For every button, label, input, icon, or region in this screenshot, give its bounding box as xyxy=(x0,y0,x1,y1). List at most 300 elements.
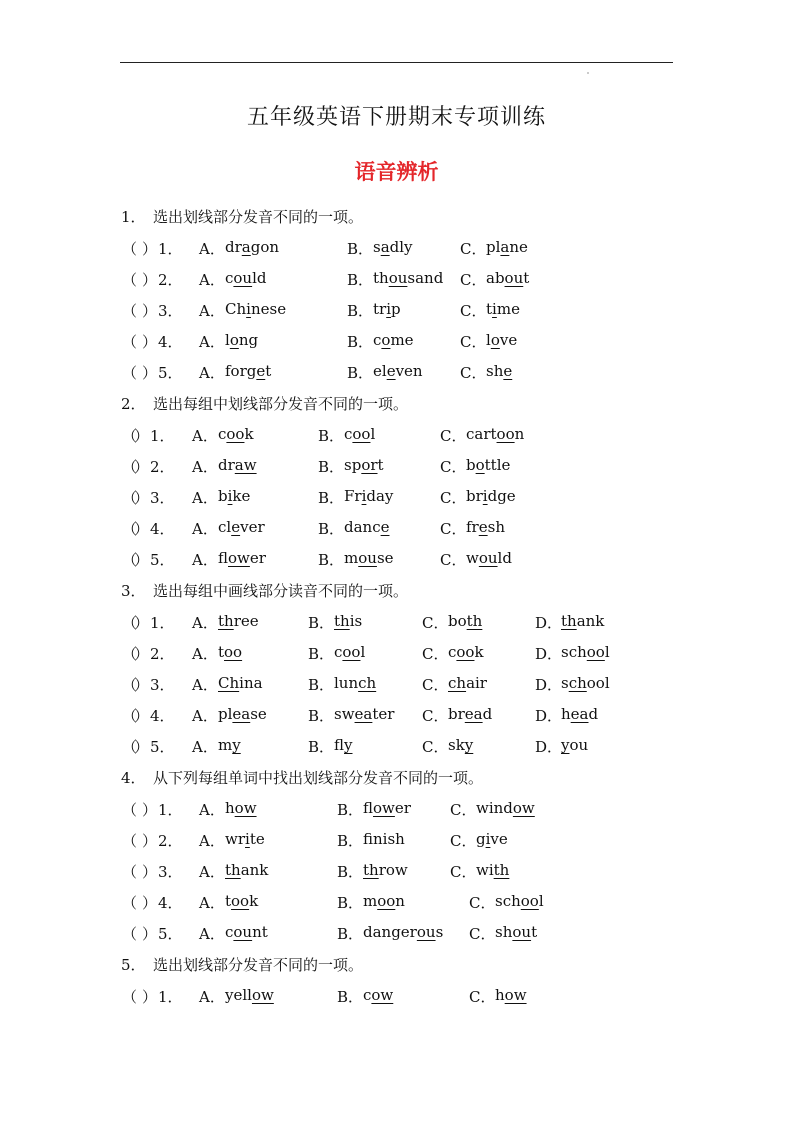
option-letter: B． xyxy=(337,894,364,912)
word-part: n xyxy=(514,425,525,443)
word-part: ve xyxy=(499,331,518,349)
underlined-letters: ow xyxy=(512,799,535,817)
option-letter: A． xyxy=(192,676,218,694)
word-part: Ch xyxy=(225,300,247,318)
option-letter: D． xyxy=(535,707,563,725)
option-letter: A． xyxy=(199,894,225,912)
option-letter: C． xyxy=(469,925,496,943)
word-part: t xyxy=(486,300,493,318)
answer-blank-open[interactable]: （ xyxy=(122,551,138,569)
word-part: ank xyxy=(240,861,269,879)
answer-blank-open[interactable]: （ xyxy=(122,863,138,881)
word-part: fl xyxy=(334,736,345,754)
option-word xyxy=(466,518,505,536)
option-letter: B． xyxy=(347,240,374,258)
option-word xyxy=(218,549,266,567)
underlined-letters: a xyxy=(500,238,510,256)
underlined-letters: o xyxy=(229,331,239,349)
word-part: b xyxy=(218,487,228,505)
option-word xyxy=(218,612,259,630)
option-word xyxy=(334,736,353,754)
answer-blank-open[interactable]: （ xyxy=(122,520,138,538)
option-word xyxy=(448,612,482,630)
answer-blank-close: ） xyxy=(134,458,150,476)
answer-blank-close: ） xyxy=(134,738,150,756)
word-part: s xyxy=(373,238,381,256)
option-letter: C． xyxy=(422,738,449,756)
word-part: day xyxy=(366,487,394,505)
option-letter: A． xyxy=(192,551,218,569)
word-part: l xyxy=(604,643,610,661)
answer-blank-open[interactable]: （ xyxy=(122,489,138,507)
option-word xyxy=(225,892,258,910)
word-part: c xyxy=(218,425,227,443)
item-number: 2． xyxy=(158,271,183,289)
answer-blank-open[interactable]: （ xyxy=(122,988,138,1006)
underlined-letters: ou xyxy=(478,549,498,567)
option-word xyxy=(225,830,265,848)
underlined-letters: ou xyxy=(233,923,253,941)
word-part: ke xyxy=(232,487,251,505)
underlined-letters: y xyxy=(344,736,353,754)
option-word xyxy=(476,799,535,817)
answer-blank-open[interactable]: （ xyxy=(122,240,138,258)
word-part: wind xyxy=(476,799,513,817)
option-letter: C． xyxy=(422,645,449,663)
underlined-letters: ou xyxy=(416,923,436,941)
underlined-letters: oo xyxy=(231,892,250,910)
word-part: l xyxy=(538,892,544,910)
underlined-letters: th xyxy=(225,861,241,879)
option-word xyxy=(561,612,604,630)
word-part: t xyxy=(225,892,232,910)
word-part: s xyxy=(561,674,569,692)
option-word xyxy=(218,643,242,661)
option-letter: B． xyxy=(308,614,335,632)
answer-blank-open[interactable]: （ xyxy=(122,925,138,943)
option-word xyxy=(466,456,510,474)
option-letter: C． xyxy=(440,489,467,507)
option-word xyxy=(466,487,516,505)
word-part: te xyxy=(249,830,265,848)
option-word xyxy=(363,830,405,848)
option-letter: B． xyxy=(337,988,364,1006)
word-part: sh xyxy=(487,518,505,536)
word-part: c xyxy=(225,923,234,941)
underlined-letters: oo xyxy=(226,425,245,443)
word-part: f xyxy=(363,830,374,848)
underlined-letters: ea xyxy=(232,705,251,723)
item-number: 2． xyxy=(150,458,175,476)
underlined-letters: oo xyxy=(586,643,605,661)
underlined-letters: ou xyxy=(388,269,408,287)
answer-blank-open[interactable]: （ xyxy=(122,738,138,756)
option-word xyxy=(218,705,267,723)
word-part: l xyxy=(486,331,491,349)
underlined-letters: oo xyxy=(520,892,539,910)
word-part: fr xyxy=(466,518,479,536)
option-letter: C． xyxy=(460,271,487,289)
word-part: Fr xyxy=(344,487,362,505)
item-number: 1． xyxy=(150,427,175,445)
word-part: row xyxy=(378,861,408,879)
item-number: 4． xyxy=(150,707,175,725)
option-letter: C． xyxy=(422,676,449,694)
word-part: fl xyxy=(218,549,229,567)
answer-blank-close: ） xyxy=(142,271,158,289)
option-word xyxy=(373,269,443,287)
answer-blank-close: ） xyxy=(134,614,150,632)
answer-blank-close: ） xyxy=(142,801,158,819)
item-number: 3． xyxy=(158,863,183,881)
underlined-letters: y xyxy=(232,736,241,754)
question-heading xyxy=(121,580,408,601)
option-letter: A． xyxy=(192,707,218,725)
underlined-letters: i xyxy=(246,300,251,318)
option-word xyxy=(218,487,250,505)
underlined-letters: ou xyxy=(504,269,524,287)
word-part: sand xyxy=(407,269,444,287)
option-letter: A． xyxy=(199,832,225,850)
word-part: me xyxy=(496,300,520,318)
underlined-letters: y xyxy=(464,736,474,754)
option-letter: C． xyxy=(469,894,496,912)
option-word xyxy=(495,923,537,941)
word-part: danger xyxy=(363,923,417,941)
option-letter: B． xyxy=(347,302,374,320)
question-number: 5． xyxy=(121,956,146,974)
option-letter: C． xyxy=(460,302,487,320)
question-number: 1． xyxy=(121,208,146,226)
underlined-letters: i xyxy=(386,300,392,318)
option-letter: C． xyxy=(440,551,467,569)
option-letter: C． xyxy=(422,614,449,632)
underlined-letters: ow xyxy=(373,799,395,817)
option-word xyxy=(218,518,265,536)
word-part: t xyxy=(523,269,530,287)
item-number: 1． xyxy=(150,614,175,632)
item-number: 5． xyxy=(158,364,183,382)
answer-blank-close: ） xyxy=(142,863,158,881)
underlined-letters: e xyxy=(386,362,396,380)
word-part: ld xyxy=(252,269,267,287)
word-part: danc xyxy=(344,518,381,536)
header-dot xyxy=(587,72,589,74)
option-word xyxy=(363,986,393,1004)
option-word xyxy=(448,643,484,661)
underlined-letters: ea xyxy=(570,705,589,723)
word-part: c xyxy=(448,643,457,661)
word-part: s xyxy=(435,923,444,941)
option-letter: B． xyxy=(337,832,364,850)
word-part: c xyxy=(363,986,372,1004)
option-word xyxy=(218,736,241,754)
option-letter: C． xyxy=(460,333,487,351)
answer-blank-open[interactable]: （ xyxy=(122,364,138,382)
word-part: air xyxy=(466,674,487,692)
option-word xyxy=(225,300,286,318)
underlined-letters: ch xyxy=(358,674,377,692)
option-word xyxy=(225,986,274,1004)
question-instruction: 选出每组中划线部分发音不同的一项。 xyxy=(153,395,409,413)
option-word xyxy=(218,456,257,474)
word-part: se xyxy=(250,705,267,723)
question-instruction: 选出划线部分发音不同的一项。 xyxy=(153,208,364,226)
item-number: 5． xyxy=(150,551,175,569)
option-letter: A． xyxy=(192,738,218,756)
word-part: ne xyxy=(509,238,528,256)
underlined-letters: ea xyxy=(354,705,373,723)
item-number: 3． xyxy=(150,676,175,694)
underlined-letters: ow xyxy=(234,799,257,817)
option-word xyxy=(334,674,376,692)
word-part: bo xyxy=(448,612,467,630)
word-part: nt xyxy=(252,923,268,941)
word-part: ng xyxy=(238,331,259,349)
word-part: sch xyxy=(495,892,521,910)
option-word xyxy=(486,269,529,287)
word-part: cl xyxy=(218,518,232,536)
answer-blank-open[interactable]: （ xyxy=(122,894,138,912)
underlined-letters: ow xyxy=(228,549,250,567)
option-letter: B． xyxy=(308,738,335,756)
word-part: dr xyxy=(218,456,235,474)
word-part: m xyxy=(344,549,359,567)
underlined-letters: th xyxy=(561,612,577,630)
underlined-letters: th xyxy=(466,612,483,630)
option-letter: B． xyxy=(318,551,345,569)
option-letter: C． xyxy=(440,427,467,445)
question-number: 2． xyxy=(121,395,146,413)
word-part: gon xyxy=(250,238,280,256)
option-word xyxy=(334,643,365,661)
word-part: m xyxy=(218,736,233,754)
word-part: ool xyxy=(586,674,610,692)
word-part: ab xyxy=(486,269,505,287)
option-word xyxy=(225,269,267,287)
underlined-letters: ch xyxy=(568,674,587,692)
option-letter: A． xyxy=(192,645,218,663)
word-part: c xyxy=(334,643,343,661)
underlined-letters: e xyxy=(231,518,241,536)
word-part: h xyxy=(495,986,505,1004)
option-word xyxy=(561,643,610,661)
option-letter: B． xyxy=(308,676,335,694)
word-part: nese xyxy=(250,300,287,318)
underlined-letters: i xyxy=(485,830,491,848)
option-letter: A． xyxy=(199,240,225,258)
option-word xyxy=(476,830,508,848)
option-letter: B． xyxy=(337,925,364,943)
underlined-letters: th xyxy=(218,612,234,630)
answer-blank-close: ） xyxy=(142,925,158,943)
option-word xyxy=(495,986,527,1004)
word-part: n xyxy=(395,892,405,910)
option-letter: C． xyxy=(460,240,487,258)
option-word xyxy=(344,518,390,536)
word-part: d xyxy=(588,705,599,723)
answer-blank-open[interactable]: （ xyxy=(122,302,138,320)
underlined-letters: ow xyxy=(371,986,394,1004)
word-part: t xyxy=(531,923,538,941)
underlined-letters: y xyxy=(561,736,570,754)
option-word xyxy=(363,923,443,941)
word-part: er xyxy=(249,549,266,567)
word-part: l xyxy=(370,425,376,443)
word-part: ver xyxy=(240,518,265,536)
word-part: wi xyxy=(476,861,494,879)
word-part: sp xyxy=(344,456,362,474)
answer-blank-close: ） xyxy=(134,645,150,663)
item-number: 4． xyxy=(158,333,183,351)
option-word xyxy=(448,736,473,754)
option-word xyxy=(363,892,405,910)
underlined-letters: th xyxy=(363,861,379,879)
word-part: wr xyxy=(225,830,246,848)
word-part: p xyxy=(391,300,401,318)
word-part: sk xyxy=(448,736,465,754)
word-part: k xyxy=(474,643,484,661)
word-part: nish xyxy=(373,830,405,848)
answer-blank-open[interactable]: （ xyxy=(122,645,138,663)
answer-blank-open[interactable]: （ xyxy=(122,333,138,351)
option-letter: C． xyxy=(450,832,477,850)
word-part: m xyxy=(363,892,378,910)
answer-blank-open[interactable]: （ xyxy=(122,707,138,725)
option-letter: A． xyxy=(199,302,225,320)
word-part: th xyxy=(373,269,389,287)
underlined-letters: e xyxy=(380,518,390,536)
word-part: l xyxy=(360,643,366,661)
option-word xyxy=(466,549,512,567)
option-word xyxy=(486,362,512,380)
word-part: k xyxy=(249,892,259,910)
underlined-letters: ch xyxy=(448,674,467,692)
answer-blank-close: ） xyxy=(134,427,150,445)
page-subtitle: 语音辨析 xyxy=(354,160,439,184)
underlined-letters: or xyxy=(361,456,378,474)
word-part: ld xyxy=(497,549,512,567)
answer-blank-open[interactable]: （ xyxy=(122,427,138,445)
word-part: ou xyxy=(569,736,589,754)
word-part: ttle xyxy=(484,456,511,474)
option-word xyxy=(561,674,610,692)
question-number: 3． xyxy=(121,582,146,600)
option-letter: B． xyxy=(347,271,374,289)
option-letter: A． xyxy=(192,458,218,476)
option-letter: B． xyxy=(337,801,364,819)
underlined-letters: oo xyxy=(496,425,515,443)
word-part: sch xyxy=(561,643,587,661)
option-word xyxy=(334,612,362,630)
option-word xyxy=(448,674,487,692)
underlined-letters: o xyxy=(475,456,485,474)
answer-blank-close: ） xyxy=(134,551,150,569)
option-word xyxy=(373,331,414,349)
option-letter: C． xyxy=(460,364,487,382)
option-word xyxy=(486,238,528,256)
underlined-letters: oo xyxy=(224,643,243,661)
underlined-letters: o xyxy=(490,331,500,349)
answer-blank-open[interactable]: （ xyxy=(122,676,138,694)
option-word xyxy=(344,487,393,505)
answer-blank-open[interactable]: （ xyxy=(122,458,138,476)
word-part: dge xyxy=(487,487,516,505)
question-heading xyxy=(121,206,363,227)
underlined-letters: oo xyxy=(342,643,361,661)
underlined-letters: ow xyxy=(504,986,527,1004)
page-title: 五年级英语下册期末专项训练 xyxy=(246,105,546,130)
option-letter: D． xyxy=(535,645,563,663)
option-letter: A． xyxy=(192,427,218,445)
option-word xyxy=(495,892,544,910)
question-number: 4． xyxy=(121,769,146,787)
underlined-letters: ou xyxy=(512,923,532,941)
underlined-letters: e xyxy=(478,518,488,536)
word-part: fl xyxy=(363,799,374,817)
option-word xyxy=(363,861,408,879)
question-heading xyxy=(121,393,408,414)
answer-blank-open[interactable]: （ xyxy=(122,614,138,632)
question-heading xyxy=(121,767,483,788)
item-number: 2． xyxy=(158,832,183,850)
option-word xyxy=(448,705,492,723)
answer-blank-close: ） xyxy=(142,988,158,1006)
item-number: 2． xyxy=(150,645,175,663)
option-word xyxy=(344,549,394,567)
question-instruction: 选出每组中画线部分读音不同的一项。 xyxy=(153,582,409,600)
option-letter: A． xyxy=(199,988,225,1006)
answer-blank-close: ） xyxy=(134,676,150,694)
word-part: h xyxy=(225,799,235,817)
word-part: sh xyxy=(495,923,513,941)
answer-blank-open[interactable]: （ xyxy=(122,832,138,850)
option-letter: A． xyxy=(199,333,225,351)
option-word xyxy=(373,362,423,380)
word-part: k xyxy=(244,425,254,443)
word-part: dly xyxy=(389,238,413,256)
option-letter: A． xyxy=(199,863,225,881)
answer-blank-open[interactable]: （ xyxy=(122,801,138,819)
item-number: 1． xyxy=(158,240,183,258)
option-letter: C． xyxy=(450,801,477,819)
word-part: ve xyxy=(490,830,508,848)
underlined-letters: Ch xyxy=(218,674,240,692)
option-letter: D． xyxy=(535,676,563,694)
option-letter: D． xyxy=(535,614,563,632)
item-number: 5． xyxy=(158,925,183,943)
answer-blank-open[interactable]: （ xyxy=(122,271,138,289)
word-part: t xyxy=(218,643,225,661)
word-part: sh xyxy=(486,362,504,380)
word-part: c xyxy=(225,269,234,287)
option-letter: B． xyxy=(337,863,364,881)
question-instruction: 从下列每组单词中找出划线部分发音不同的一项。 xyxy=(153,769,484,787)
option-letter: C． xyxy=(469,988,496,1006)
word-part: d xyxy=(482,705,493,723)
option-word xyxy=(373,238,413,256)
underlined-letters: oo xyxy=(377,892,396,910)
underlined-letters: aw xyxy=(234,456,257,474)
answer-blank-close: ） xyxy=(142,240,158,258)
word-part: er xyxy=(394,799,411,817)
item-number: 4． xyxy=(158,894,183,912)
option-letter: B． xyxy=(308,645,335,663)
option-letter: B． xyxy=(318,427,345,445)
underlined-letters: th xyxy=(493,861,510,879)
option-word xyxy=(344,456,384,474)
word-part: pl xyxy=(486,238,501,256)
